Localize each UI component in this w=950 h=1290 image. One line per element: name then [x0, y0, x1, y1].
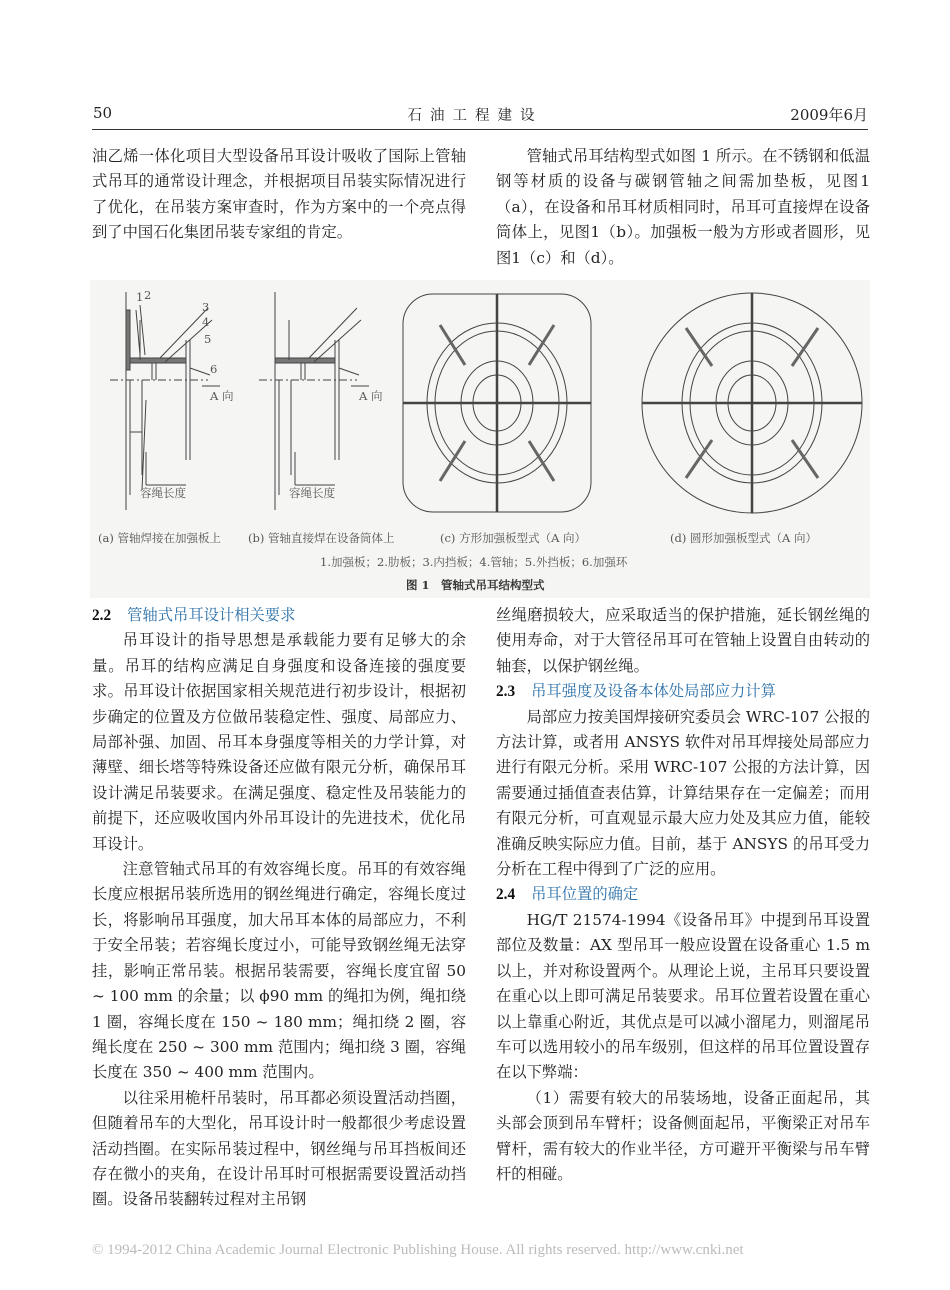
paragraph: 注意管轴式吊耳的有效容绳长度。吊耳的有效容绳长度应根据吊装所选用的钢丝绳进行确定，容绳长度过长，将影响吊耳强度，加大吊耳本体的局部应力，不利于安全吊装；若容绳长度过小，可能导致钢丝绳无法穿挂，影响正常吊装。根据吊装需要，容绳长度宜留 50 ~ 100 mm 的余量；以 ϕ90 mm 的绳扣为例，绳扣绕 1 圈，容绳长度在 150 ~ 180 mm；绳扣绕 2 圈，容绳长度在 250 ~ 300 mm 范围内；绳扣绕 3 圈，容绳长度在 350 ~ 400 mm 范围内。 [92, 860, 466, 1082]
section-number: 2.4 [496, 886, 516, 904]
header-rule [92, 129, 868, 130]
section-heading-2-3 [496, 679, 870, 704]
journal-name: 石油工程建设 [407, 108, 543, 124]
paragraph: 吊耳设计的指导思想是承载能力要有足够大的余量。吊耳的结构应满足自身强度和设备连接的强度要求。吊耳设计依据国家相关规范进行初步设计，根据初步确定的位置及方位做吊装稳定性、强度、局部应力、局部补强、加固、吊耳本身强度等相关的力学计算，对薄壁、细长塔等特殊设备还应做有限元分析，确保吊耳设计满足吊装要求。在满足强度、稳定性及吊装能力的前提下，还应吸收国内外吊耳设计的先进技术，优化吊耳设计。 [92, 631, 466, 853]
label-3: 3 [202, 300, 210, 314]
drawing-b [259, 292, 361, 510]
label-1: 1 [136, 290, 144, 304]
paragraph: 以往采用桅杆吊装时，吊耳都必须设置活动挡圈，但随着吊车的大型化，吊耳设计时一般都很少考虑设置活动挡圈。在实际吊装过程中，钢丝绳与吊耳挡板间还存在微小的夹角，在设计吊耳时可根据需要设置活动挡圈。设备吊装翻转过程对主吊钢 [92, 1088, 466, 1209]
left-column-top [92, 144, 466, 246]
figure-1 [90, 280, 870, 598]
section-number: 2.2 [92, 607, 112, 624]
label-5: 5 [204, 332, 212, 346]
label-6: 6 [210, 362, 218, 376]
paragraph: （1）需要有较大的吊装场地，设备正面起吊，其头部会顶到吊车臂杆；设备侧面起吊，平衡梁正对吊车臂杆，需有较大的作业半径，方可避开平衡梁与吊车臂杆的相碰。 [496, 1088, 870, 1183]
drawing-d [642, 293, 862, 513]
section-heading-2-2 [92, 603, 466, 628]
copyright-footer: © 1994-2012 China Academic Journal Electronic Publishing House. All rights reserved. http://www.cnki.net [92, 1242, 744, 1258]
issue-date: 2009年6月 [790, 106, 868, 124]
label-2: 2 [144, 288, 152, 302]
figure-legend: 1.加强板；2.肋板；3.内挡板；4.管轴；5.外挡板；6.加强环 [320, 555, 628, 569]
rope-length-label-a: 容绳长度 [140, 486, 186, 500]
drawing-c [403, 294, 591, 512]
paragraph: HG/T 21574-1994《设备吊耳》中提到吊耳设置部位及数量：AX 型吊耳一般应设置在设备重心 1.5 m 以上，并对称设置两个。从理论上说，主吊耳只要设置在重心以上即可满足吊装要求。吊耳位置若设置在重心以上靠重心附近，其优点是可以减小溜尾力，则溜尾吊车可以选用较小的吊车级别，但这样的吊耳位置设置存在以下弊端： [496, 910, 870, 1082]
paragraph: 丝绳磨损较大，应采取适当的保护措施，延长钢丝绳的使用寿命，对于大管径吊耳可在管轴上设置自由转动的轴套，以保护钢丝绳。 [496, 606, 870, 675]
section-title: 管轴式吊耳设计相关要求 [127, 606, 296, 624]
paragraph: 管轴式吊耳结构型式如图 1 所示。在不锈钢和低温钢等材质的设备与碳钢管轴之间需加垫板，见图1（a），在设备和吊耳材质相同时，吊耳可直接焊在设备筒体上，见图1（b）。加强板一般为方形或者圆形，见图1（c）和（d）。 [496, 147, 870, 267]
caption-a: (a) 管轴焊接在加强板上 [98, 531, 221, 545]
page-number: 50 [93, 104, 113, 122]
section-heading-2-4 [496, 882, 870, 907]
paragraph: 局部应力按美国焊接研究委员会 WRC-107 公报的方法计算，或者用 ANSYS 软件对吊耳焊接处局部应力进行有限元分析。采用 WRC-107 公报的方法计算，因需要通过插值查表估算，计算结果存在一定偏差；而用有限元分析，可直观显示最大应力处及其应力值，能较准确反映实际应力值。目前，基于 ANSYS 的吊耳受力分析在工程中得到了广泛的应用。 [496, 707, 870, 879]
label-4: 4 [202, 315, 210, 329]
direction-label-a: A 向 [210, 389, 234, 403]
section-title: 吊耳位置的确定 [531, 885, 639, 904]
figure-title: 图 1 管轴式吊耳结构型式 [406, 578, 545, 592]
caption-d: (d) 圆形加强板型式（A 向） [670, 531, 817, 545]
section-title: 吊耳强度及设备本体处局部应力计算 [531, 682, 776, 701]
paragraph: 油乙烯一体化项目大型设备吊耳设计吸收了国际上管轴式吊耳的通常设计理念，并根据项目吊装实际情况进行了优化，在吊装方案审查时，作为方案中的一个亮点得到了中国石化集团吊装专家组的肯定。 [92, 147, 466, 242]
direction-label-b: A 向 [359, 389, 383, 403]
drawing-a [110, 292, 212, 510]
section-number: 2.3 [496, 683, 516, 701]
rope-length-label-b: 容绳长度 [289, 486, 335, 500]
right-column-top [496, 144, 870, 271]
right-column-bottom [496, 603, 870, 1187]
caption-c: (c) 方形加强板型式（A 向） [440, 531, 587, 545]
left-column-bottom [92, 603, 466, 1213]
caption-b: (b) 管轴直接焊在设备筒体上 [248, 531, 395, 545]
